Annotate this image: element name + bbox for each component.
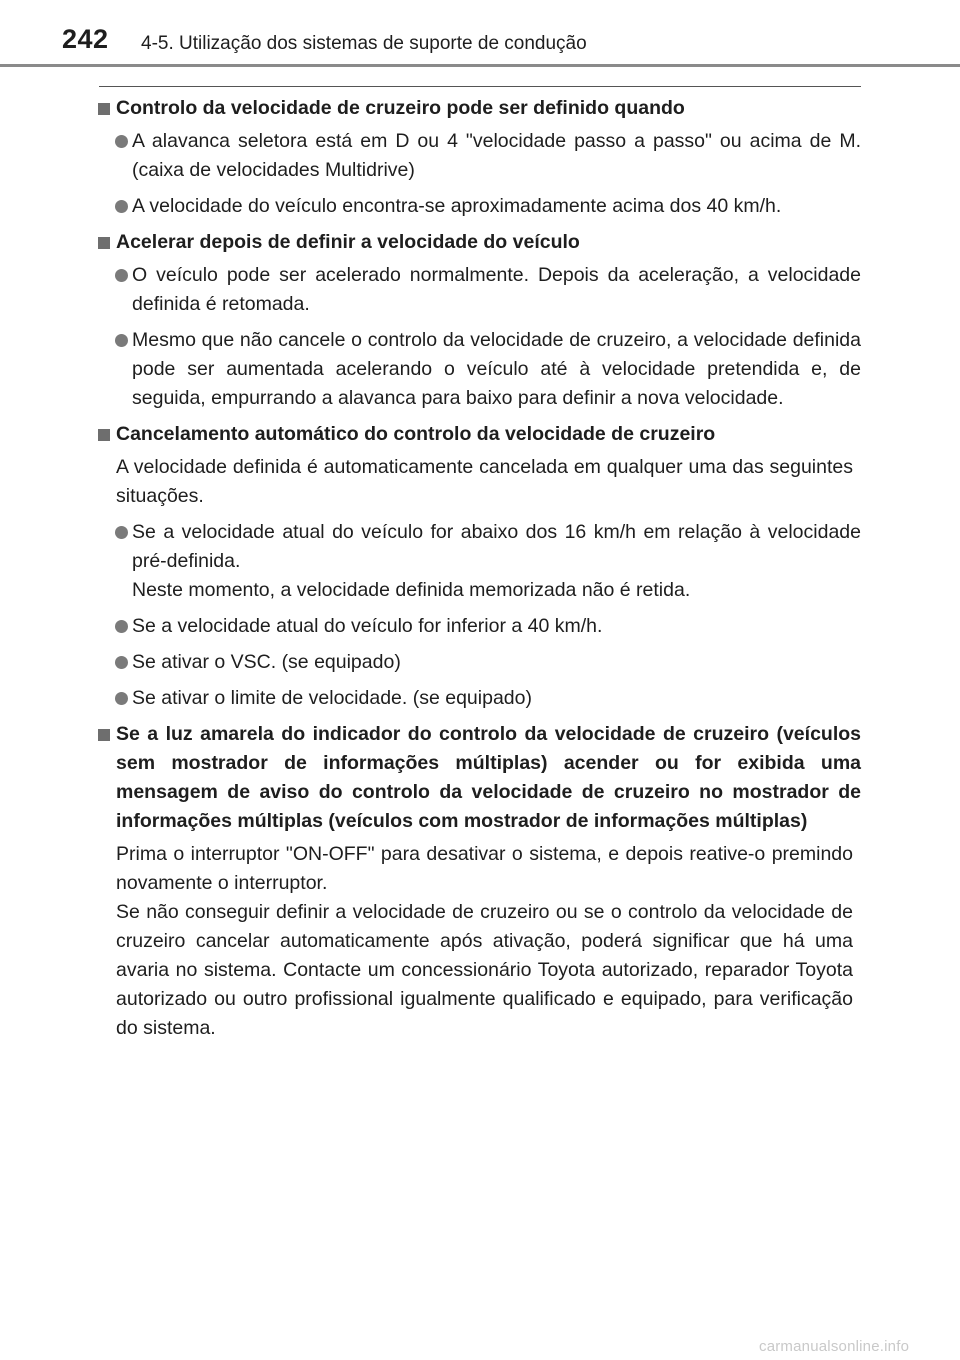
round-bullet-icon	[115, 334, 128, 347]
round-bullet-icon	[115, 620, 128, 633]
list-item	[96, 612, 861, 641]
square-bullet-icon	[98, 429, 110, 441]
round-bullet-icon	[115, 692, 128, 705]
list-item-text: Se ativar o VSC. (se equipado)	[132, 651, 401, 673]
list-item	[96, 518, 861, 605]
square-bullet-icon	[98, 103, 110, 115]
list-item	[96, 684, 861, 713]
section-heading	[96, 94, 861, 123]
page-content	[96, 94, 861, 1050]
list-item-text: O veículo pode ser acelerado normalmente. Depois da aceleração, a velocidade definida é retomada.	[132, 264, 861, 315]
list-item	[96, 261, 861, 319]
heading-text: Cancelamento automático do controlo da velocidade de cruzeiro	[116, 423, 716, 445]
header-divider	[0, 64, 960, 67]
section-heading	[96, 720, 861, 836]
list-item-text: Se ativar o limite de velocidade. (se equipado)	[132, 687, 532, 709]
paragraph-text: Prima o interruptor "ON-OFF" para desativar o sistema, e depois reative-o premindo novamente o interruptor.	[116, 843, 853, 894]
list-item-text: Mesmo que não cancele o controlo da velocidade de cruzeiro, a velocidade definida pode ser aumentada acelerando o veículo até à velocidade pretendida e, de seguida, empurrando a alavanca para baixo para definir a nova velocidade.	[132, 329, 861, 409]
list-item-text: A alavanca seletora está em D ou 4 "velocidade passo a passo" ou acima de M. (caixa de velocidades Multidrive)	[132, 130, 861, 181]
list-item	[96, 326, 861, 413]
list-item	[96, 192, 861, 221]
section-paragraph	[96, 840, 861, 1043]
list-item-text: A velocidade do veículo encontra-se aproximadamente acima dos 40 km/h.	[132, 195, 782, 217]
chapter-title: 4-5. Utilização dos sistemas de suporte de condução	[141, 33, 587, 54]
list-item-text: Se a velocidade atual do veículo for abaixo dos 16 km/h em relação à velocidade pré-definida.	[132, 521, 861, 572]
paragraph-text: Se não conseguir definir a velocidade de cruzeiro ou se o controlo da velocidade de cruzeiro cancelar automaticamente após ativação, poderá significar que há uma avaria no sistema. Contacte um concessionário Toyota autorizado, reparador Toyota autorizado ou outro profissional igualmente qualificado e equipado, para verificação do sistema.	[116, 901, 853, 1039]
list-item	[96, 648, 861, 677]
section-heading	[96, 228, 861, 257]
square-bullet-icon	[98, 729, 110, 741]
list-item-text: Se a velocidade atual do veículo for inferior a 40 km/h.	[132, 615, 603, 637]
round-bullet-icon	[115, 135, 128, 148]
round-bullet-icon	[115, 200, 128, 213]
content-divider	[99, 86, 861, 87]
square-bullet-icon	[98, 237, 110, 249]
list-item-note: Neste momento, a velocidade definida memorizada não é retida.	[132, 579, 691, 601]
section-heading	[96, 420, 861, 449]
site-watermark: carmanualsonline.info	[759, 1338, 910, 1355]
page-header	[0, 0, 960, 70]
heading-text: Se a luz amarela do indicador do controlo da velocidade de cruzeiro (veículos sem mostrador de informações múltiplas) acender ou for exibida uma mensagem de aviso do controlo da velocidade de cruzeiro no mostrador de informações múltiplas (veículos com mostrador de informações múltiplas)	[116, 723, 861, 832]
section-intro: A velocidade definida é automaticamente cancelada em qualquer uma das seguintes situações.	[116, 456, 853, 507]
round-bullet-icon	[115, 269, 128, 282]
round-bullet-icon	[115, 656, 128, 669]
page-number: 242	[62, 24, 109, 54]
heading-text: Controlo da velocidade de cruzeiro pode ser definido quando	[116, 97, 685, 119]
heading-text: Acelerar depois de definir a velocidade do veículo	[116, 231, 580, 253]
list-item	[96, 127, 861, 185]
round-bullet-icon	[115, 526, 128, 539]
